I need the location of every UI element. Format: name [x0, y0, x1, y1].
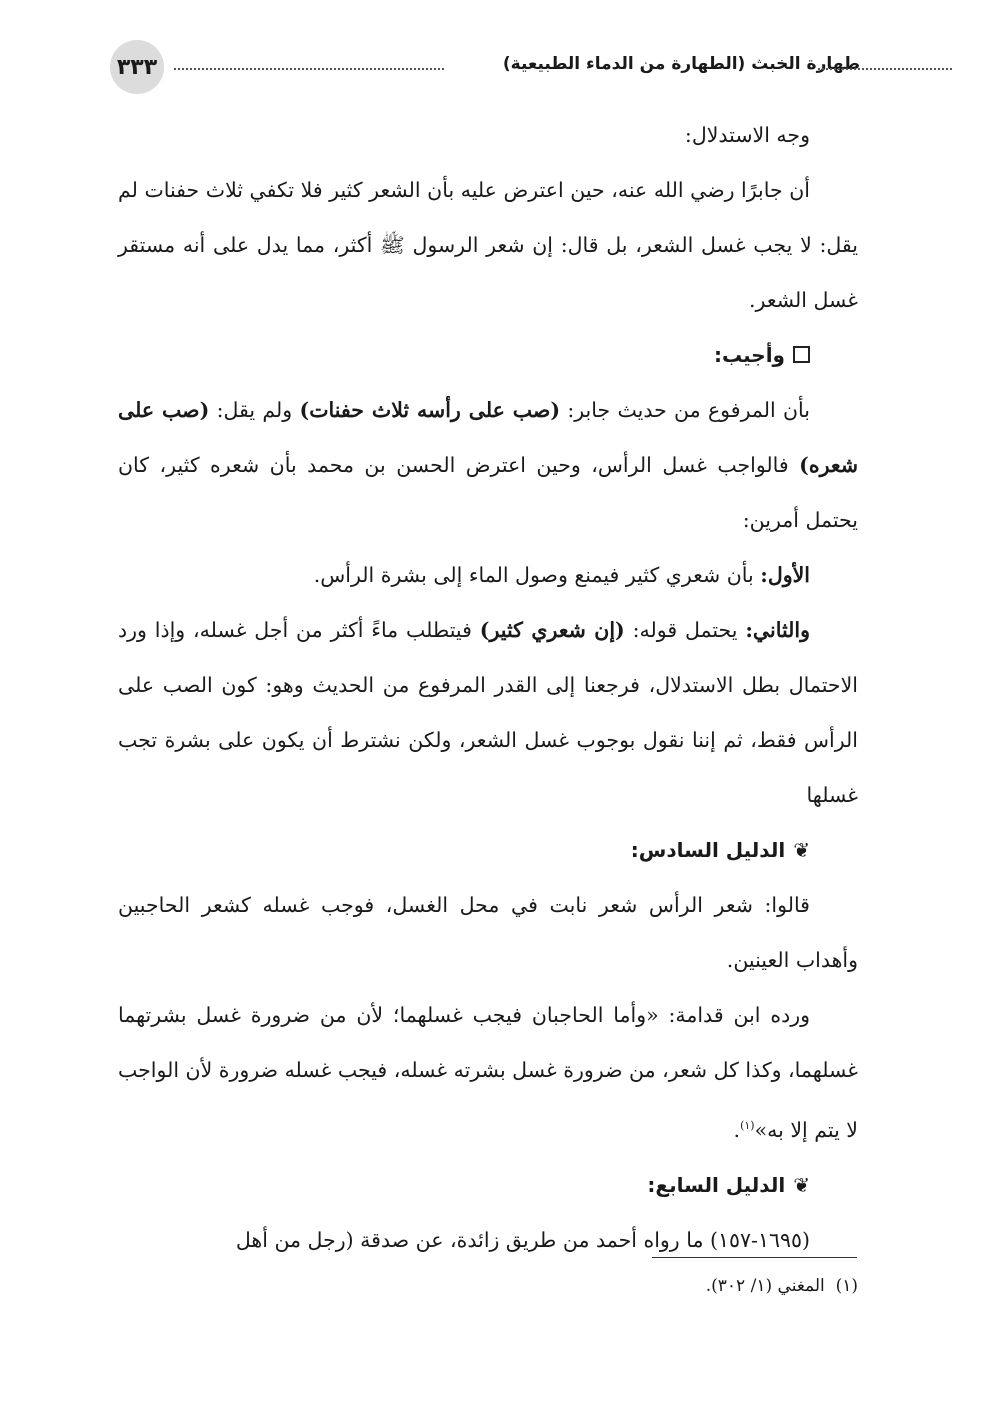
p5-text-b: فيتطلب ماءً أكثر من أجل غسله، وإذا ورد الاحتمال بطل الاستدلال، فرجعنا إلى القدر المرفوع من الحديث وهو: كون الصب على الرأس فقط، ثم إننا نقول بوجوب غسل الشعر، ولكن نشترط أن يكون على بشرة تجب غسلها — [118, 618, 858, 807]
page-body — [118, 108, 858, 1268]
page-header — [110, 40, 860, 96]
checkbox-icon — [793, 346, 810, 363]
footnote-divider — [652, 1257, 857, 1258]
p3-quote-2: (صب على شعره) — [118, 398, 858, 477]
p5-label: والثاني: — [745, 618, 810, 642]
heading-answer-text: وأجيب: — [713, 343, 785, 367]
dotted-leader — [174, 68, 444, 70]
paragraph-1: وجه الاستدلال: — [684, 123, 810, 147]
leaf-icon: ❦ — [793, 838, 810, 862]
p3-hadith-quote: (صب على رأسه ثلاث حفنات) — [299, 398, 561, 422]
paragraph-3 — [118, 383, 858, 548]
p4-text: بأن شعري كثير فيمنع وصول الماء إلى بشرة الرأس. — [313, 563, 761, 587]
page-number: ٣٣٣ — [110, 40, 164, 94]
p4-label: الأول: — [760, 563, 810, 587]
dotted-leader-right — [818, 68, 952, 70]
p5-quote: (إن شعري كثير) — [479, 618, 625, 642]
running-title: طهارة الخبث (الطهارة من الدماء الطبيعية) — [502, 54, 860, 74]
footnote — [706, 1276, 858, 1296]
p5-text-a: يحتمل قوله: — [624, 618, 746, 642]
paragraph-8: (١٦٩٥-١٥٧) ما رواه أحمد من طريق زائدة، عن صدقة (رجل من أهل — [235, 1227, 810, 1252]
heading-sixth-evidence — [118, 823, 858, 878]
paragraph-2: أن جابرًا رضي الله عنه، حين اعترض عليه بأن الشعر كثير فلا تكفي ثلاث حفنات لم يقل: لا يجب غسل الشعر، بل قال: إن شعر الرسول ﷺ أكثر، مما يدل على أنه مستقر غسل الشعر. — [118, 178, 858, 312]
paragraph-5 — [118, 603, 858, 823]
p3-text-a: بأن المرفوع من حديث جابر: — [560, 398, 810, 422]
footnote-text: المغني (١/ ٣٠٢). — [705, 1276, 825, 1296]
paragraph-6: قالوا: شعر الرأس شعر نابت في محل الغسل، فوجب غسله كشعر الحاجبين وأهداب العينين. — [118, 893, 858, 972]
paragraph-4 — [118, 548, 858, 603]
heading-seventh-text: الدليل السابع: — [647, 1172, 786, 1197]
p7-end: . — [733, 1117, 741, 1142]
heading-sixth-text: الدليل السادس: — [630, 838, 786, 862]
p3-text-e: فالواجب غسل الرأس، وحين اعترض الحسن بن محمد بأن شعره كثير، كان يحتمل أمرين: — [118, 453, 858, 532]
heading-seventh-evidence — [118, 1158, 858, 1213]
p7-text: ورده ابن قدامة: «وأما الحاجبان فيجب غسلهما؛ لأن من ضرورة غسل بشرتهما غسلهما، وكذا كل شعر، من ضرورة غسل بشرته غسله، فيجب غسله ضرورة لأن الواجب لا يتم إلا به» — [117, 1003, 858, 1142]
leaf-icon: ❦ — [793, 1172, 810, 1197]
heading-answer — [118, 328, 858, 383]
p3-text-c: ولم يقل: — [209, 398, 300, 422]
footnote-number: (١) — [835, 1276, 858, 1296]
footnote-ref: (١) — [740, 1119, 755, 1132]
paragraph-7 — [118, 988, 858, 1158]
